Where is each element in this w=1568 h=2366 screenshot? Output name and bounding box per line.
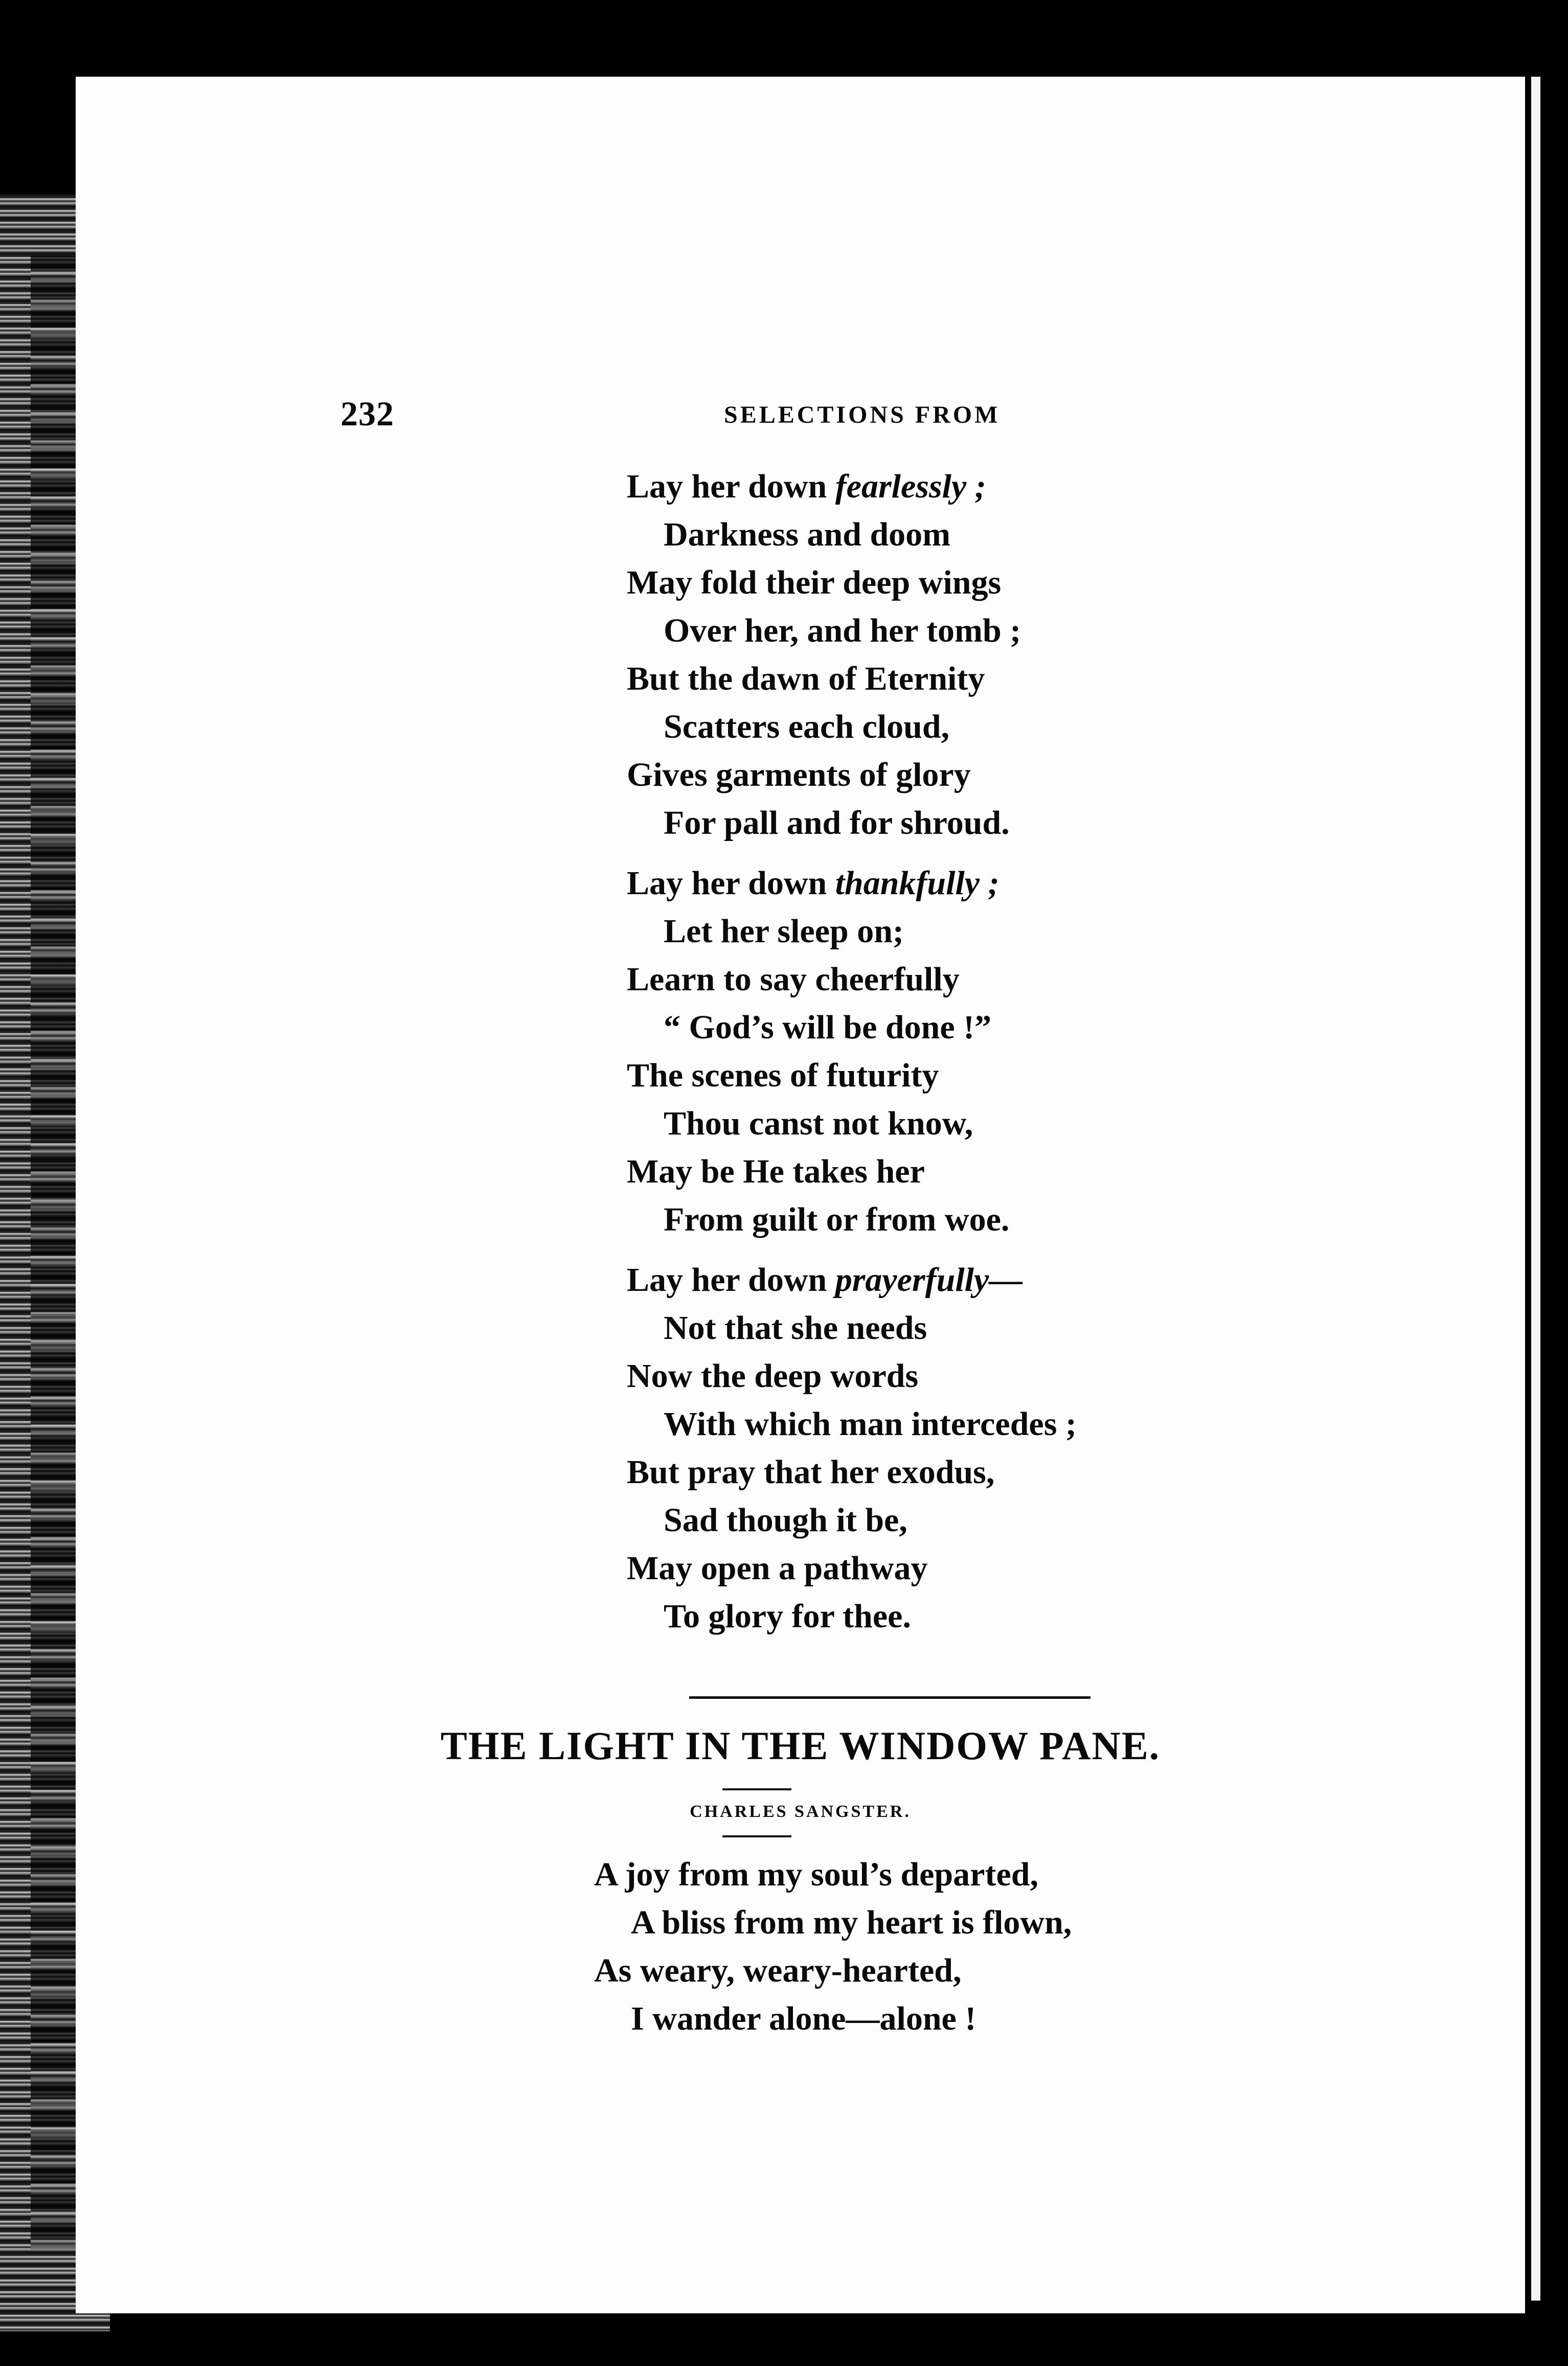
poem-line: [76, 1496, 1525, 1544]
running-head: [76, 394, 1525, 435]
poem-line: [76, 607, 1525, 655]
poem-line: [76, 956, 1525, 1004]
page-number: 232: [340, 394, 394, 433]
section-divider-rule: [689, 1696, 1090, 1699]
line-text: With which man intercedes ;: [664, 1405, 1077, 1443]
poem-line: A bliss from my heart is flown,: [631, 1904, 1072, 1941]
line-italic-text: prayerfully—: [835, 1261, 1023, 1299]
line-text: Over her, and her tomb ;: [664, 612, 1021, 649]
poem-line: [76, 1400, 1525, 1448]
poem-author: CHARLES SANGSTER.: [690, 1802, 911, 1821]
poem-line: [76, 559, 1525, 607]
poem-line: [76, 1256, 1525, 1304]
stanza: [76, 463, 1525, 847]
poem-line: I wander alone—alone !: [631, 2000, 976, 2037]
poem-line: [76, 1100, 1525, 1148]
poem-line: [76, 463, 1525, 511]
line-text: To glory for thee.: [664, 1598, 911, 1635]
line-text: The scenes of futurity: [627, 1057, 939, 1094]
line-text: Lay her down: [627, 468, 835, 505]
poem-line: [76, 1196, 1525, 1244]
poem-line: [76, 1148, 1525, 1196]
line-text: For pall and for shroud.: [664, 804, 1010, 841]
poem-line: [76, 1352, 1525, 1400]
poem-line: [76, 1448, 1525, 1496]
poem-line: [76, 703, 1525, 751]
line-text: Darkness and doom: [664, 516, 951, 553]
line-text: Scatters each cloud,: [664, 708, 950, 745]
stanza: [76, 1256, 1525, 1641]
poem-line: [76, 1592, 1525, 1641]
line-text: May open a pathway: [627, 1550, 928, 1587]
line-italic-text: fearlessly ;: [835, 468, 986, 505]
line-text: From guilt or from woe.: [664, 1201, 1010, 1238]
line-text: Sad though it be,: [664, 1502, 907, 1539]
page-edge: [1531, 77, 1540, 2301]
line-text: Gives garments of glory: [627, 756, 971, 793]
poem-line: A joy from my soul’s departed,: [594, 1856, 1038, 1893]
stanza: [76, 859, 1525, 1244]
line-text: But the dawn of Eternity: [627, 660, 985, 697]
poem-line: [76, 1304, 1525, 1352]
poem-line: [76, 907, 1525, 956]
line-text: Lay her down: [627, 864, 835, 902]
line-text: Thou canst not know,: [664, 1105, 973, 1142]
line-text: Let her sleep on;: [664, 913, 904, 950]
poem-line: [76, 859, 1525, 907]
poem-line: [76, 1052, 1525, 1100]
poem-line: [76, 1544, 1525, 1592]
line-italic-text: thankfully ;: [835, 864, 999, 902]
line-text: Lay her down: [627, 1261, 835, 1299]
book-page: [76, 77, 1525, 2313]
title-underline-rule: [722, 1788, 791, 1790]
poem-continued: [76, 463, 1525, 1653]
poem-line: As weary, weary-hearted,: [594, 1952, 962, 1989]
line-text: May be He takes her: [627, 1153, 925, 1190]
line-text: But pray that her exodus,: [627, 1453, 995, 1491]
poem-line: [76, 511, 1525, 559]
running-title: SELECTIONS FROM: [724, 401, 1001, 428]
poem-line: [76, 1004, 1525, 1052]
line-text: “ God’s will be done !”: [664, 1009, 992, 1046]
poem-line: [76, 799, 1525, 847]
line-text: Not that she needs: [664, 1309, 927, 1347]
poem-line: [76, 655, 1525, 703]
line-text: Learn to say cheerfully: [627, 961, 960, 998]
book-binding-shadow: [31, 256, 77, 2249]
poem-new: [76, 1851, 1525, 2043]
author-underline-rule: [722, 1835, 791, 1837]
poem-line: [76, 751, 1525, 799]
line-text: May fold their deep wings: [627, 564, 1002, 601]
poem-title: THE LIGHT IN THE WINDOW PANE.: [440, 1723, 1161, 1768]
line-text: Now the deep words: [627, 1357, 919, 1395]
